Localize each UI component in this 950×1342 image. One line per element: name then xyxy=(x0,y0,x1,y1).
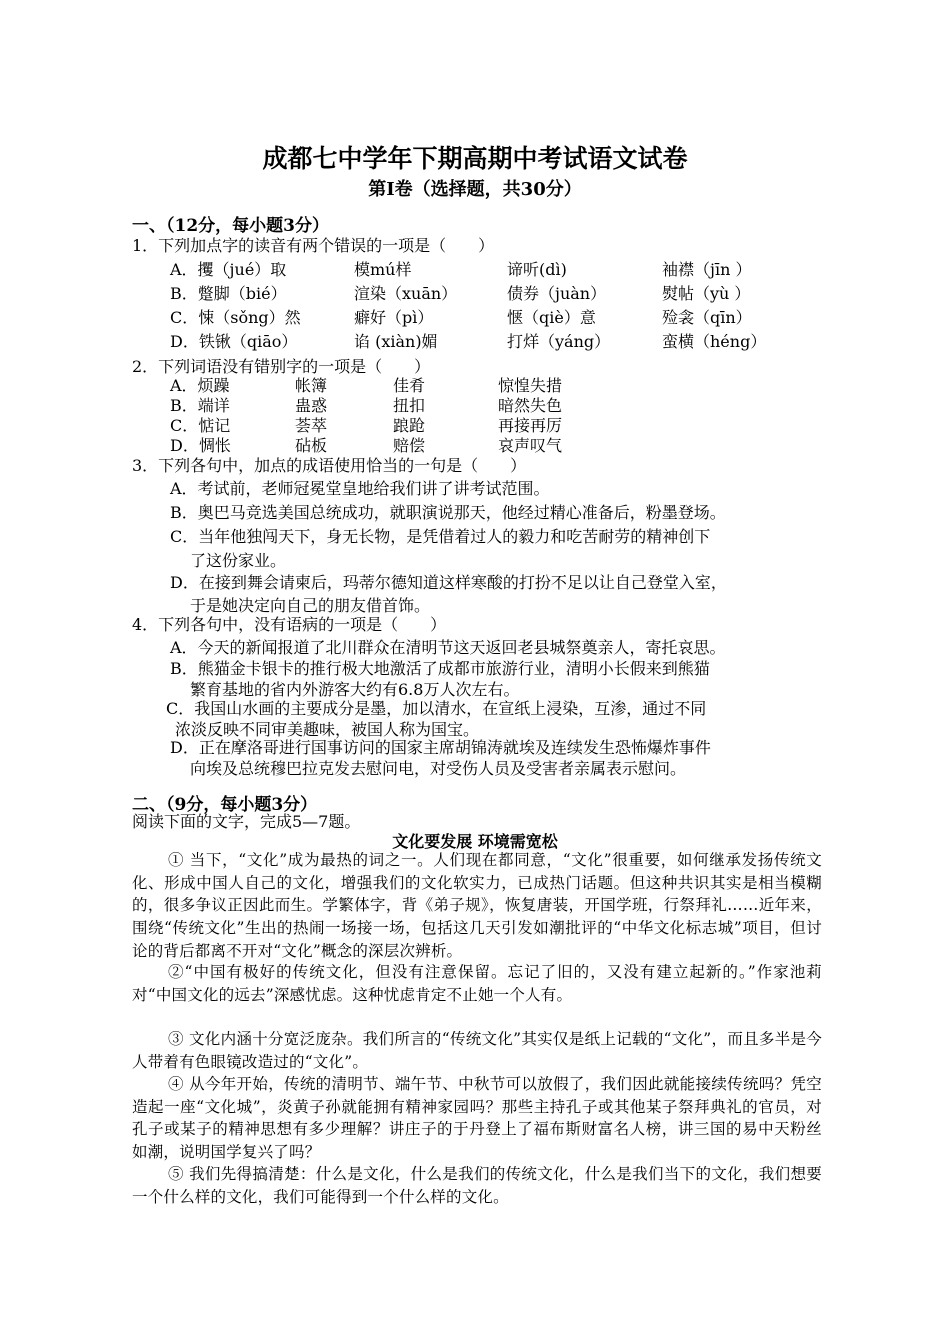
q2-row-c xyxy=(170,413,770,433)
q1-c-4: 殓衾（qīn） xyxy=(662,308,752,327)
article-paragraph-5: ⑤ 我们先得搞清楚：什么是文化，什么是我们的传统文化，什么是我们当下的文化，我们想要一个什么样的文化，我们可能得到一个什么样的文化。 xyxy=(132,1165,822,1206)
q3-option-d-line1: D．在接到舞会请柬后，玛蒂尔德知道这样寒酸的打扮不足以让自己登堂入室， xyxy=(170,573,727,592)
q2-c-1: C．惦记 xyxy=(170,416,231,435)
q1-d-3: 打烊（yáng） xyxy=(507,332,611,351)
q2-c-4: 再接再厉 xyxy=(498,416,563,435)
q2-a-3: 佳肴 xyxy=(393,376,426,395)
q1-row-b xyxy=(170,281,870,303)
article-title: 文化要发展 环境需宽松 xyxy=(392,832,558,851)
q4-option-b-line1: B．熊猫金卡银卡的推行极大地激活了成都市旅游行业，清明小长假来到熊猫 xyxy=(170,659,710,678)
q2-b-4: 暗然失色 xyxy=(498,396,563,415)
q2-a-1: A．烦躁 xyxy=(170,376,230,395)
q2-d-2: 砧板 xyxy=(295,436,328,455)
q1-row-c xyxy=(170,305,870,327)
q4-option-a: A．今天的新闻报道了北川群众在清明节这天返回老县城祭奠亲人，寄托哀思。 xyxy=(170,638,726,657)
q2-b-3: 扭扣 xyxy=(393,396,426,415)
q4-option-d-line2: 向埃及总统穆巴拉克发去慰问电，对受伤人员及受害者亲属表示慰问。 xyxy=(190,759,687,778)
section2-intro: 阅读下面的文字，完成5—7题。 xyxy=(132,812,361,831)
q2-stem: 2．下列词语没有错别字的一项是（ ） xyxy=(132,357,431,376)
q1-b-1: B．蹩脚（bié） xyxy=(170,284,287,303)
q1-d-1: D．铁锹（qiāo） xyxy=(170,332,298,351)
q2-d-1: D．惆怅 xyxy=(170,436,231,455)
section2-heading: 二、（9分，每小题3分） xyxy=(132,795,318,815)
q2-d-4: 哀声叹气 xyxy=(498,436,563,455)
q4-stem: 4．下列各句中，没有语病的一项是（ ） xyxy=(132,615,447,634)
q1-d-2: 谄 (xiàn)媚 xyxy=(354,332,438,351)
q1-row-d xyxy=(170,329,870,351)
q2-row-a xyxy=(170,373,770,393)
q1-c-1: C．悚（sǒng）然 xyxy=(170,308,301,327)
q1-c-2: 癖好（pì） xyxy=(354,308,434,327)
q2-b-1: B．端详 xyxy=(170,396,230,415)
q3-stem: 3．下列各句中，加点的成语使用恰当的一句是（ ） xyxy=(132,456,527,475)
section1-heading: 一、（12分，每小题3分） xyxy=(132,216,329,236)
q1-b-4: 熨帖（yù ） xyxy=(662,284,751,303)
page-subtitle: 第Ⅰ卷（选择题，共30分） xyxy=(368,179,582,200)
q1-c-3: 惬（qiè）意 xyxy=(507,308,596,327)
q2-c-3: 踉跄 xyxy=(393,416,426,435)
q1-b-2: 渲染（xuān） xyxy=(354,284,458,303)
q3-option-d-line2: 于是她决定向自己的朋友借首饰。 xyxy=(190,596,431,615)
q1-a-4: 袖襟（jīn ） xyxy=(662,260,752,279)
q2-a-4: 惊惶失措 xyxy=(498,376,563,395)
q2-a-2: 帐簿 xyxy=(295,376,328,395)
q1-row-a xyxy=(170,257,870,279)
q1-d-4: 蛮横（héng） xyxy=(662,332,767,351)
q2-c-2: 荟萃 xyxy=(295,416,328,435)
q2-d-3: 赔偿 xyxy=(393,436,426,455)
q3-option-c-line1: C．当年他独闯天下，身无长物，是凭借着过人的毅力和吃苦耐劳的精神创下 xyxy=(170,527,711,546)
q2-row-d xyxy=(170,433,770,453)
q1-a-1: A．攫（jué）取 xyxy=(170,260,287,279)
q3-option-c-line2: 了这份家业。 xyxy=(190,551,287,570)
article-paragraph-3: ③ 文化内涵十分宽泛庞杂。我们所言的“传统文化”其实仅是纸上记载的“文化”，而且多半是今人带着有色眼镜改造过的“文化”。 xyxy=(132,1030,822,1071)
article-paragraph-2: ②“中国有极好的传统文化，但没有注意保留。忘记了旧的，又没有建立起新的。”作家池莉对“中国文化的远去”深感忧虑。这种忧虑肯定不止她一个人有。 xyxy=(132,963,822,1004)
q4-option-d-line1: D．正在摩洛哥进行国事访问的国家主席胡锦涛就埃及连续发生恐怖爆炸事件 xyxy=(170,738,711,757)
q4-option-b-line2: 繁育基地的省内外游客大约有6.8万人次左右。 xyxy=(190,680,520,699)
q1-b-3: 债券（juàn） xyxy=(507,284,607,303)
q1-a-2: 模mú样 xyxy=(354,260,412,279)
article-paragraph-4: ④ 从今年开始，传统的清明节、端午节、中秋节可以放假了，我们因此就能接续传统吗？凭空造起一座“文化城”，炎黄子孙就能拥有精神家园吗？那些主持孔子或其他某子祭拜典礼的官员，对孔子或某子的精神思想有多少理解？讲庄子的于丹登上了福布斯财富名人榜，讲三国的易中天粉丝如潮，说明国学复兴了吗？ xyxy=(132,1075,822,1162)
q2-row-b xyxy=(170,393,770,413)
page-title: 成都七中学年下期高期中考试语文试卷 xyxy=(262,144,688,173)
q3-option-a: A．考试前，老师冠冕堂皇地给我们讲了讲考试范围。 xyxy=(170,479,550,498)
q4-option-c-line2: 浓淡反映不同审美趣味，被国人称为国宝。 xyxy=(175,720,480,739)
q1-stem: 1．下列加点字的读音有两个错误的一项是（ ） xyxy=(132,236,495,255)
q3-option-b: B．奥巴马竞选美国总统成功，就职演说那天，他经过精心准备后，粉墨登场。 xyxy=(170,503,726,522)
q1-a-3: 谛听(dì) xyxy=(507,260,567,279)
q4-option-c-line1: C．我国山水画的主要成分是墨，加以清水，在宣纸上浸染，互渗，通过不同 xyxy=(166,699,707,718)
q2-b-2: 蛊惑 xyxy=(295,396,328,415)
article-paragraph-1: ① 当下，“文化”成为最热的词之一。人们现在都同意，“文化”很重要，如何继承发扬传统文化、形成中国人自己的文化，增强我们的文化软实力，已成热门话题。但这种共识其实是相当模糊的，很多争议正因此而生。学繁体字，背《弟子规》，恢复唐装，开国学班，行祭拜礼……近年来，围绕“传统文化”生出的热闹一场接一场，包括这几天引发如潮批评的“中华文化标志城”项目，但讨论的背后都离不开对“文化”概念的深层次辨析。 xyxy=(132,851,822,960)
